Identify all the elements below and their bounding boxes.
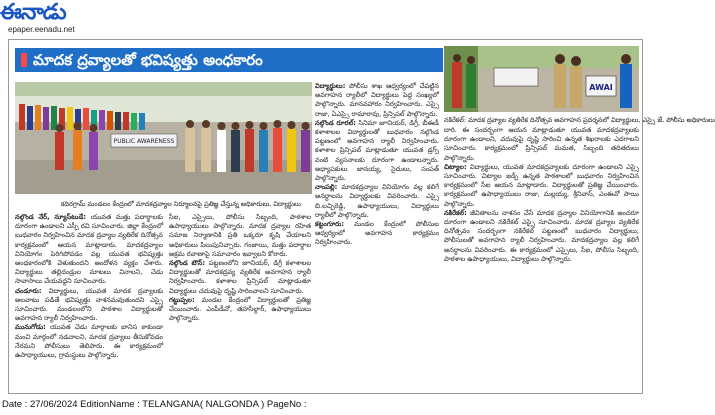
photo-banner-text: PUBLIC AWARENESS — [113, 138, 175, 145]
paragraph: విద్యార్థులు: పోలీసు శాఖ ఆధ్వర్యంలో చేపట్టిన అవగాహన ర్యాలీలో విద్యార్థులు పెద్ద సంఖ్యలో పాల్గొన్నారు. మానవహారం నిర్వహించారు. ఎస్సై రాజు, ఏఎస్సై రామారావు, ప్రిన్సిపల్ పాల్గొన్నారు. — [315, 82, 439, 118]
headline-accent-mark — [21, 53, 27, 67]
paragraph: కట్టంగూరు: మండల కేంద్రంలో పోలీసుల ఆధ్వర్యంలో అవగాహన కార్యక్రమం నిర్వహించారు. — [315, 220, 439, 247]
paragraph: సీఐ, ఎస్సైలు, పోలీసు సిబ్బంది, పాఠశాల ఉపాధ్యాయులు పాల్గొన్నారు. మాదక ద్రవ్యాల రహిత సమాజ నిర్మాణానికి ప్రతి ఒక్కరూ కృషి చేయాలని అధికారులు పిలుపునిచ్చారు. గంజాయి, మత్తు పదార్థాల అక్రమ రవాణాపై సమాచారం ఇవ్వాలని కోరారు. — [169, 213, 311, 258]
article-column-3 — [315, 82, 439, 390]
article-column-2 — [169, 213, 311, 391]
paragraph: చండూరు: విద్యార్థులు, యువత మాదక ద్రవ్యాలకు అలవాటు పడితే భవిష్యత్తు నాశనమవుతుందని ఎస్సై సూచించారు. మండలంలోని పాఠశాల విద్యార్థులతో అవగాహన ర్యాలీ నిర్వహించారు. — [15, 286, 163, 323]
paragraph: నకిరేకల్: జీవితాలను నాశనం చేసే మాదక ద్రవ్యాల వినియోగానికి అందరూ దూరంగా ఉండాలని నకిరేకల్ ఎస్సై సూచించారు. మాదక ద్రవ్యాల వ్యతిరేక దినోత్సవం సందర్భంగా నకిరేకల్ పట్టణంలో బుధవారం విద్యార్థులు, పోలీసులతో అవగాహన ర్యాలీ నిర్వహించారు. మాదకద్రవ్యాల వల్ల కలిగే అనర్థాలను వివరించారు. ఈ కార్యక్రమంలో ఎస్సైలు, సీఐ, పోలీసు సిబ్బంది, పాఠశాల ఉపాధ్యాయులు, విద్యార్థులు పాల్గొన్నారు. — [444, 208, 639, 263]
masthead — [0, 0, 130, 36]
paragraph: నల్గొండ నేర్, న్యూస్‌టుడే: యువత మత్తు పదార్థాలకు దూరంగా ఉండాలని ఎస్పీ రవి సూచించారు. జిల్లా కేంద్రంలో బుధవారం నిర్వహించిన మాదక ద్రవ్యాల వ్యతిరేక దినోత్సవ కార్యక్రమంలో ఆయన మాట్లాడారు. మాదకద్రవ్యాల వినియోగం పెరిగిపోవడం వల్ల యువత భవిష్యత్తు అంధకారంలోకి వెళుతుందని ఆందోళన వ్యక్తం చేశారు. విద్యార్థులు తల్లిదండ్రుల మాటలు వినాలని, చెడు సావాసాలు చేయవద్దని సూచించారు. — [15, 213, 163, 286]
rally-banner-text: AWAI — [589, 83, 613, 92]
photo-human-chain — [15, 82, 312, 194]
news-clipping — [8, 39, 715, 394]
photo-rally — [444, 46, 639, 112]
photo-main-caption: కదిరగ్రామ్ మండలం కేంద్రంలో మాదకద్రవ్యాల నిర్మూలనపై ప్రతిజ్ఞ చేస్తున్న అధికారులు, విద్యార్థులు — [61, 200, 301, 208]
paragraph: దారి. ఈ సందర్భంగా ఆయన మాట్లాడుతూ యువత మాదకద్రవ్యాలకు దూరంగా ఉండాలని, చదువుపై దృష్టి సారించి ఉన్నత శిఖరాలకు ఎదగాలని సూచించారు. కార్యక్రమంలో ప్రిన్సిపల్ మమత, సిబ్బంది తదితరులు పాల్గొన్నారు. — [444, 126, 639, 162]
paragraph: చిట్యాల: విద్యార్థులు, యువత మాదకద్రవ్యాలకు దూరంగా ఉండాలని ఎస్సై సూచించారు. చిట్యాల జడ్పీ ఉన్నత పాఠశాలలో బుధవారం నిర్వహించిన కార్యక్రమంలో సీఐ ఆయన మాట్లాడారు. విద్యార్థులతో ప్రతిజ్ఞ చేయించారు. కార్యక్రమంలో ఉపాధ్యాయులు రాజు, మల్లయ్య, శ్రీనివాస్, ఎంఈవో సాయి పాల్గొన్నారు. — [444, 162, 639, 208]
article-column-4 — [444, 126, 639, 390]
paragraph: గట్టుప్పల: మండల కేంద్రంలో విద్యార్థులతో ప్రతిజ్ఞ చేయించారు. ఎంపీడీవో, తహసీల్దార్, ఉపాధ్యాయులు పాల్గొన్నారు. — [169, 295, 311, 323]
paragraph: మునుగోడు: యువత చెడు మార్గాలకు బానిస కాకుండా మంచి మార్గంలో నడవాలని, మాదక ద్రవ్యాలు తీసుకోవడం నేరమని పోలీసులు తెలిపారు. ఈ కార్యక్రమంలో ఉపాధ్యాయులు, గ్రామస్థులు పాల్గొన్నారు. — [15, 323, 163, 360]
paragraph: నల్గొండ టౌన్: పట్టణంలోని జూనియర్, డిగ్రీ కళాశాలల విద్యార్థులతో మాదకద్రవ్య వ్యతిరేక అవగాహన ర్యాలీ నిర్వహించారు. కళాశాల ప్రిన్సిపల్ మాట్లాడుతూ విద్యార్థులు చదువుపై దృష్టి సారించాలని సూచించారు. — [169, 259, 311, 295]
article-column-1 — [15, 213, 163, 391]
edition-footer: Date : 27/06/2024 EditionName : TELANGANA( NALGONDA ) PageNo : — [2, 399, 307, 410]
paragraph: నల్గొండ రూరల్: సినిమా జూనియర్, డిగ్రీ, బీఈడీ కళాశాలల విద్యార్థులతో బుధవారం నల్గొండ పట్టణంలో అవగాహన ర్యాలీ నిర్వహించారు. కళాశాల ప్రిన్సిపల్ మాట్లాడుతూ యువత డ్రగ్స్ వంటి వ్యసనాలకు దూరంగా ఉండాలన్నారు. అధ్యాపకులు జానయ్య, సైదులు, సంపత్ పాల్గొన్నారు. — [315, 118, 440, 183]
eenadu-logo[interactable]: ఈనాడు — [0, 0, 66, 25]
paragraph: నాంపల్లి: మాదకద్రవ్యాల వినియోగం వల్ల కలిగే అనర్థాలను విద్యార్థులకు వివరించారు. ఎస్సై బి.లచ్చిరెడ్డి, ఉపాధ్యాయులు, విద్యార్థులు ర్యాలీలో పాల్గొన్నారు. — [315, 183, 439, 219]
headline-bar — [15, 48, 443, 72]
site-url[interactable]: epaper.eenadu.net — [8, 25, 75, 34]
headline: మాదక ద్రవ్యాలతో భవిష్యత్తు అంధకారం — [33, 51, 263, 69]
photo-right-caption: నకిరేకల్‌: మాదక ద్రవ్యాల వ్యతిరేక దినోత్సవ అవగాహన ప్రదర్శనలో విద్యార్థులు, ఎస్సై జే, పోలీసు అధికారులు — [444, 116, 715, 124]
